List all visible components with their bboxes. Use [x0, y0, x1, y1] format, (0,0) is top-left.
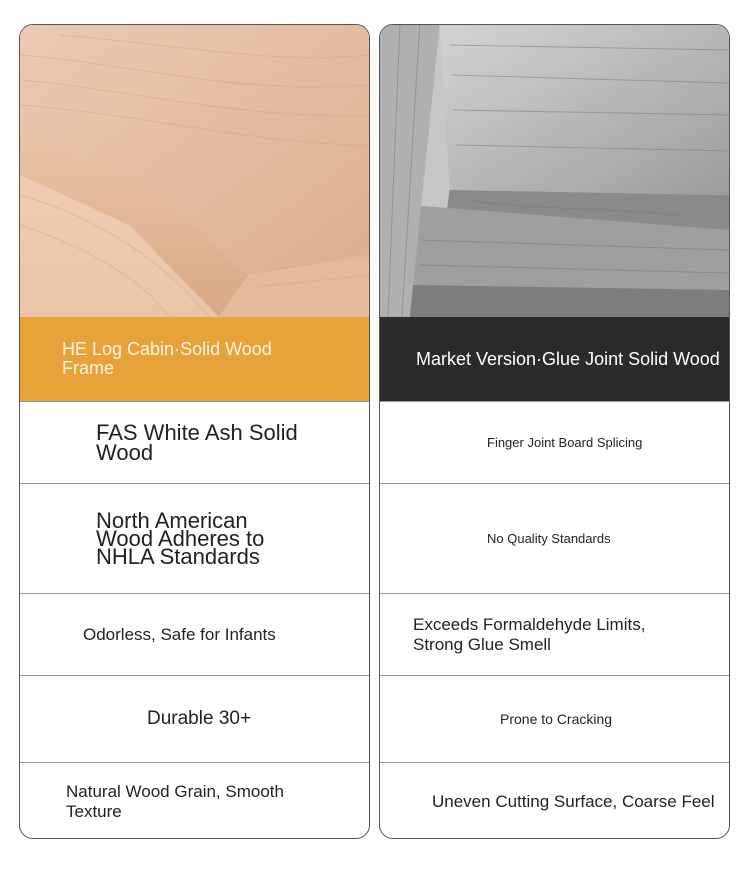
right-feature-row — [380, 762, 729, 839]
left-feature-row — [20, 675, 369, 762]
left-feature-text: FAS White Ash Solid Wood — [96, 419, 298, 465]
comparison-column-he-log-cabin — [19, 24, 370, 839]
right-feature-text: Finger Joint Board Splicing — [487, 434, 643, 450]
left-feature-row — [20, 401, 369, 483]
left-feature-row — [20, 593, 369, 675]
right-feature-text: Prone to Cracking — [500, 711, 613, 727]
left-feature-text: Natural Wood Grain, Smooth Texture — [66, 781, 284, 821]
right-feature-row — [380, 483, 729, 593]
market-version-header — [380, 317, 729, 401]
right-feature-text: Exceeds Formaldehyde Limits, Strong Glue Smell — [413, 614, 646, 654]
right-feature-text: Uneven Cutting Surface, Coarse Feel — [432, 791, 715, 811]
right-feature-row — [380, 675, 729, 762]
he-log-cabin-title: HE Log Cabin·Solid Wood Frame — [62, 339, 272, 378]
left-feature-row — [20, 483, 369, 593]
light-ash-wood-board-photo — [20, 25, 369, 317]
he-log-cabin-header — [20, 317, 369, 401]
left-feature-text: Durable 30+ — [147, 708, 252, 729]
left-feature-row — [20, 762, 369, 839]
left-feature-text: North American Wood Adheres to NHLA Standards — [96, 507, 265, 569]
gray-finger-joint-board-photo — [380, 25, 729, 317]
market-version-title: Market Version·Glue Joint Solid Wood — [416, 348, 720, 369]
right-feature-row — [380, 401, 729, 483]
right-feature-text: No Quality Standards — [487, 530, 611, 546]
right-feature-row — [380, 593, 729, 675]
left-feature-text: Odorless, Safe for Infants — [83, 624, 276, 644]
comparison-column-market-version — [379, 24, 730, 839]
